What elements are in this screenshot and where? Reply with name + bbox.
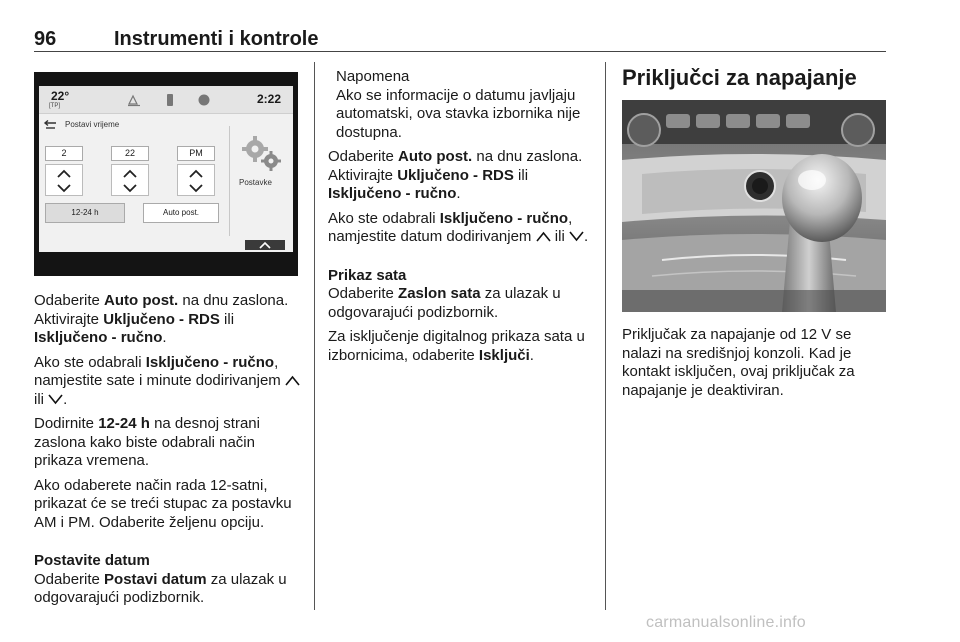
col2-heading-clock-display: Prikaz sata	[328, 266, 407, 284]
page-number: 96	[34, 28, 57, 50]
note-heading: Napomena	[336, 68, 410, 85]
chevron-down-icon[interactable]	[189, 184, 203, 193]
ampm-arrows[interactable]	[177, 164, 215, 196]
chevron-up-icon	[536, 231, 551, 242]
screen-temperature: 22°	[51, 89, 70, 103]
column-3-heading-wrap	[622, 64, 888, 92]
column-2-text	[328, 68, 594, 371]
chevron-down-icon	[569, 231, 584, 242]
chevron-down-icon[interactable]	[57, 184, 71, 193]
col2-paragraph-2: Ako ste odabrali Isključeno - ručno, namjestite datum dodirivanjem ili .	[328, 209, 589, 245]
minute-arrows[interactable]	[111, 164, 149, 196]
ampm-value: PM	[177, 146, 215, 161]
col1-paragraph-4: Ako odaberete način rada 12-satni, prikazat će se treći stupac za postavku AM i PM. Odaberite željenu opciju.	[34, 476, 292, 531]
col2-paragraph-3: Odaberite Zaslon sata za ulazak u odgovarajući podizbornik.	[328, 285, 561, 321]
col1-paragraph-2: Ako ste odabrali Isključeno - ručno, namjestite sate i minute dodirivanjem ili .	[34, 354, 300, 410]
screen-status-bar	[39, 86, 293, 114]
hour-arrows[interactable]	[45, 164, 83, 196]
col1-heading-set-date: Postavite datum	[34, 552, 150, 569]
power-outlet-photo	[622, 100, 886, 312]
chapter-title: Instrumenti i kontrole	[114, 28, 319, 50]
gear-icon[interactable]	[239, 134, 283, 174]
chevron-up-icon[interactable]	[57, 169, 71, 178]
screen-clock: 2:22	[257, 92, 282, 106]
navigation-icon	[197, 93, 211, 107]
note-text: Ako se informacije o datumu javljaju automatski, ova stavka izbornika nije dostupna.	[336, 86, 581, 141]
back-icon[interactable]	[43, 120, 57, 132]
column-divider-2	[605, 62, 606, 610]
col3-paragraph-1: Priključak za napajanje od 12 V se nalazi na središnjoj konzoli. Kad je kontakt isključen, ovaj priključak za napajanje je deaktiviran.	[622, 326, 855, 399]
col2-paragraph-4: Za isključenje digitalnog prikaza sata u izbornicima, odaberite Isključi.	[328, 328, 585, 364]
screen-nav-row	[39, 117, 219, 135]
chevron-down-icon[interactable]	[123, 184, 137, 193]
screen-display	[39, 86, 293, 252]
screen-divider	[229, 126, 230, 236]
chevron-down-icon	[48, 394, 63, 405]
column-3-text	[622, 326, 888, 406]
column-divider-1	[314, 62, 315, 610]
page-header	[34, 18, 886, 52]
screen-tp-indicator: [TP]	[49, 103, 61, 109]
auto-set-button[interactable]: Auto post.	[143, 203, 219, 223]
chevron-up-icon[interactable]	[189, 169, 203, 178]
chevron-up-icon	[259, 241, 271, 249]
watermark: carmanualsonline.info	[646, 614, 806, 631]
col1-paragraph-3: Dodirnite 12-24 h na desnoj strani zaslona kako biste odabrali način prikaza vremena.	[34, 415, 260, 469]
12-24h-button[interactable]: 12-24 h	[45, 203, 125, 223]
col1-paragraph-1: Odaberite Auto post. na dnu zaslona. Aktivirajte Uključeno - RDS ili Isključeno - ručno.	[34, 292, 289, 346]
chevron-up-icon[interactable]	[123, 169, 137, 178]
hour-value: 2	[45, 146, 83, 161]
note-block	[328, 68, 594, 142]
col2-paragraph-1: Odaberite Auto post. na dnu zaslona. Aktivirajte Uključeno - RDS ili Isključeno - ručno.	[328, 148, 583, 202]
col1-paragraph-5: Odaberite Postavi datum za ulazak u odgovarajući podizbornik.	[34, 570, 287, 606]
pull-up-tab[interactable]	[245, 240, 285, 250]
minute-value: 22	[111, 146, 149, 161]
chevron-up-icon	[285, 375, 300, 386]
phone-icon	[163, 93, 177, 107]
time-settings-screen-figure	[34, 72, 298, 276]
section-heading-power-outlets: Priključci za napajanje	[622, 65, 857, 90]
audio-source-icon	[127, 93, 141, 107]
settings-label[interactable]: Postavke	[239, 178, 272, 187]
screen-nav-title: Postavi vrijeme	[65, 120, 120, 129]
column-1-text	[34, 292, 300, 614]
